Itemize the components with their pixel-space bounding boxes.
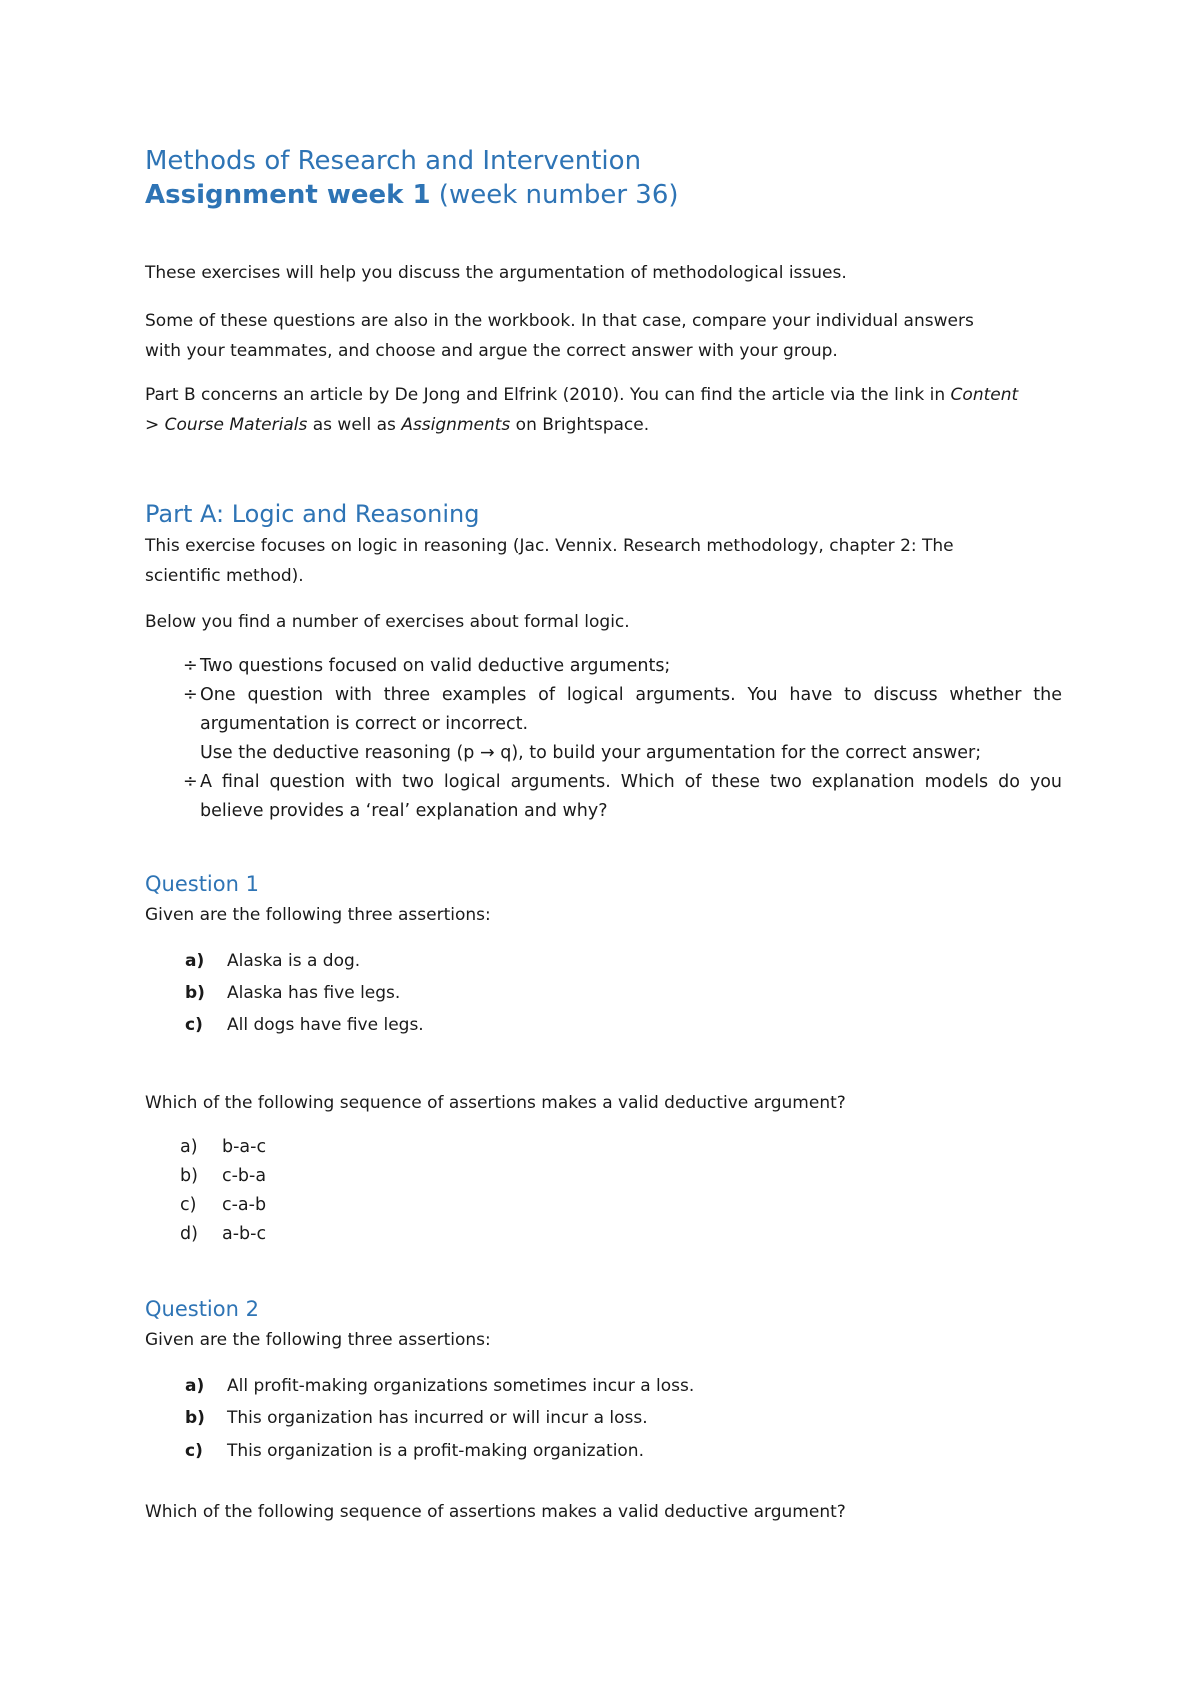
assertion-label: c)	[185, 1015, 203, 1035]
bullet-2-line3: Use the deductive reasoning (p → q), to build your argumentation for the correct answer;	[200, 743, 982, 763]
subtitle-rest: (week number 36)	[430, 180, 679, 210]
q1-assertion-a	[185, 946, 360, 976]
question-2-intro: Given are the following three assertions:	[145, 1330, 491, 1350]
bullet-icon: ÷	[183, 656, 198, 676]
assertion-text: Alaska has five legs.	[227, 983, 401, 1003]
bullet-icon: ÷	[183, 772, 198, 792]
option-text: c-b-a	[222, 1166, 267, 1186]
option-label: c)	[180, 1195, 197, 1215]
intro-paragraph-3-line1	[145, 380, 1018, 410]
assertion-label: b)	[185, 1408, 205, 1428]
assertion-text: All profit-making organizations sometimes incur a loss.	[227, 1376, 695, 1396]
question-2-heading: Question 2	[145, 1297, 259, 1321]
assertion-label: c)	[185, 1441, 203, 1461]
option-label: a)	[180, 1137, 198, 1157]
p3-content-link: Content	[950, 385, 1019, 405]
p3-assignments: Assignments	[401, 415, 511, 435]
p3-course-materials: > Course Materials	[145, 415, 308, 435]
intro-paragraph-2-line1: Some of these questions are also in the workbook. In that case, compare your individual answers	[145, 311, 974, 331]
part-a-heading: Part A: Logic and Reasoning	[145, 500, 480, 528]
part-a-paragraph-2: Below you find a number of exercises about formal logic.	[145, 612, 630, 632]
assertion-text: Alaska is a dog.	[227, 951, 361, 971]
bullet-icon: ÷	[183, 685, 198, 705]
q2-assertion-b	[185, 1403, 648, 1433]
bullet-1: Two questions focused on valid deductive arguments;	[200, 656, 671, 676]
option-label: d)	[180, 1224, 198, 1244]
q2-assertion-a	[185, 1371, 694, 1401]
question-2-prompt: Which of the following sequence of assertions makes a valid deductive argument?	[145, 1502, 846, 1522]
q1-option-b	[180, 1162, 266, 1192]
option-text: c-a-b	[222, 1195, 267, 1215]
option-label: b)	[180, 1166, 198, 1186]
q1-option-d	[180, 1220, 266, 1250]
bullet-3-line2: believe provides a ‘real’ explanation and why?	[200, 801, 608, 821]
p3-text: Part B concerns an article by De Jong and Elfrink (2010). You can find the article via the link in	[145, 385, 951, 405]
option-text: a-b-c	[222, 1224, 267, 1244]
subtitle-bold: Assignment week 1	[145, 180, 431, 210]
intro-paragraph-1: These exercises will help you discuss the argumentation of methodological issues.	[145, 263, 847, 283]
question-1-prompt: Which of the following sequence of assertions makes a valid deductive argument?	[145, 1093, 846, 1113]
intro-paragraph-2-line2: with your teammates, and choose and argue the correct answer with your group.	[145, 341, 838, 361]
q2-assertion-c	[185, 1436, 644, 1466]
option-text: b-a-c	[222, 1137, 267, 1157]
assertion-label: a)	[185, 1376, 205, 1396]
part-a-paragraph-1-line2: scientific method).	[145, 566, 304, 586]
assertion-label: b)	[185, 983, 205, 1003]
assertion-text: All dogs have five legs.	[227, 1015, 424, 1035]
part-a-paragraph-1-line1: This exercise focuses on logic in reasoning (Jac. Vennix. Research methodology, chapter 2: The	[145, 536, 954, 556]
p3-text-3: on Brightspace.	[510, 415, 650, 435]
q1-assertion-b	[185, 978, 400, 1008]
q1-option-c	[180, 1191, 266, 1221]
bullet-2-line2: argumentation is correct or incorrect.	[200, 714, 529, 734]
question-1-intro: Given are the following three assertions:	[145, 905, 491, 925]
q1-option-a	[180, 1133, 266, 1163]
bullet-2-line1: One question with three examples of logical arguments. You have to discuss whether the	[200, 685, 1062, 705]
intro-paragraph-3-line2	[145, 410, 649, 440]
assertion-text: This organization is a profit-making organization.	[227, 1441, 644, 1461]
assertion-label: a)	[185, 951, 205, 971]
question-1-heading: Question 1	[145, 872, 259, 896]
q1-assertion-c	[185, 1010, 424, 1040]
assertion-text: This organization has incurred or will incur a loss.	[227, 1408, 648, 1428]
document-title: Methods of Research and Intervention	[145, 146, 642, 176]
p3-text-2: as well as	[307, 415, 402, 435]
document-subtitle	[145, 180, 679, 210]
bullet-3-line1: A final question with two logical arguments. Which of these two explanation models do you	[200, 772, 1062, 792]
